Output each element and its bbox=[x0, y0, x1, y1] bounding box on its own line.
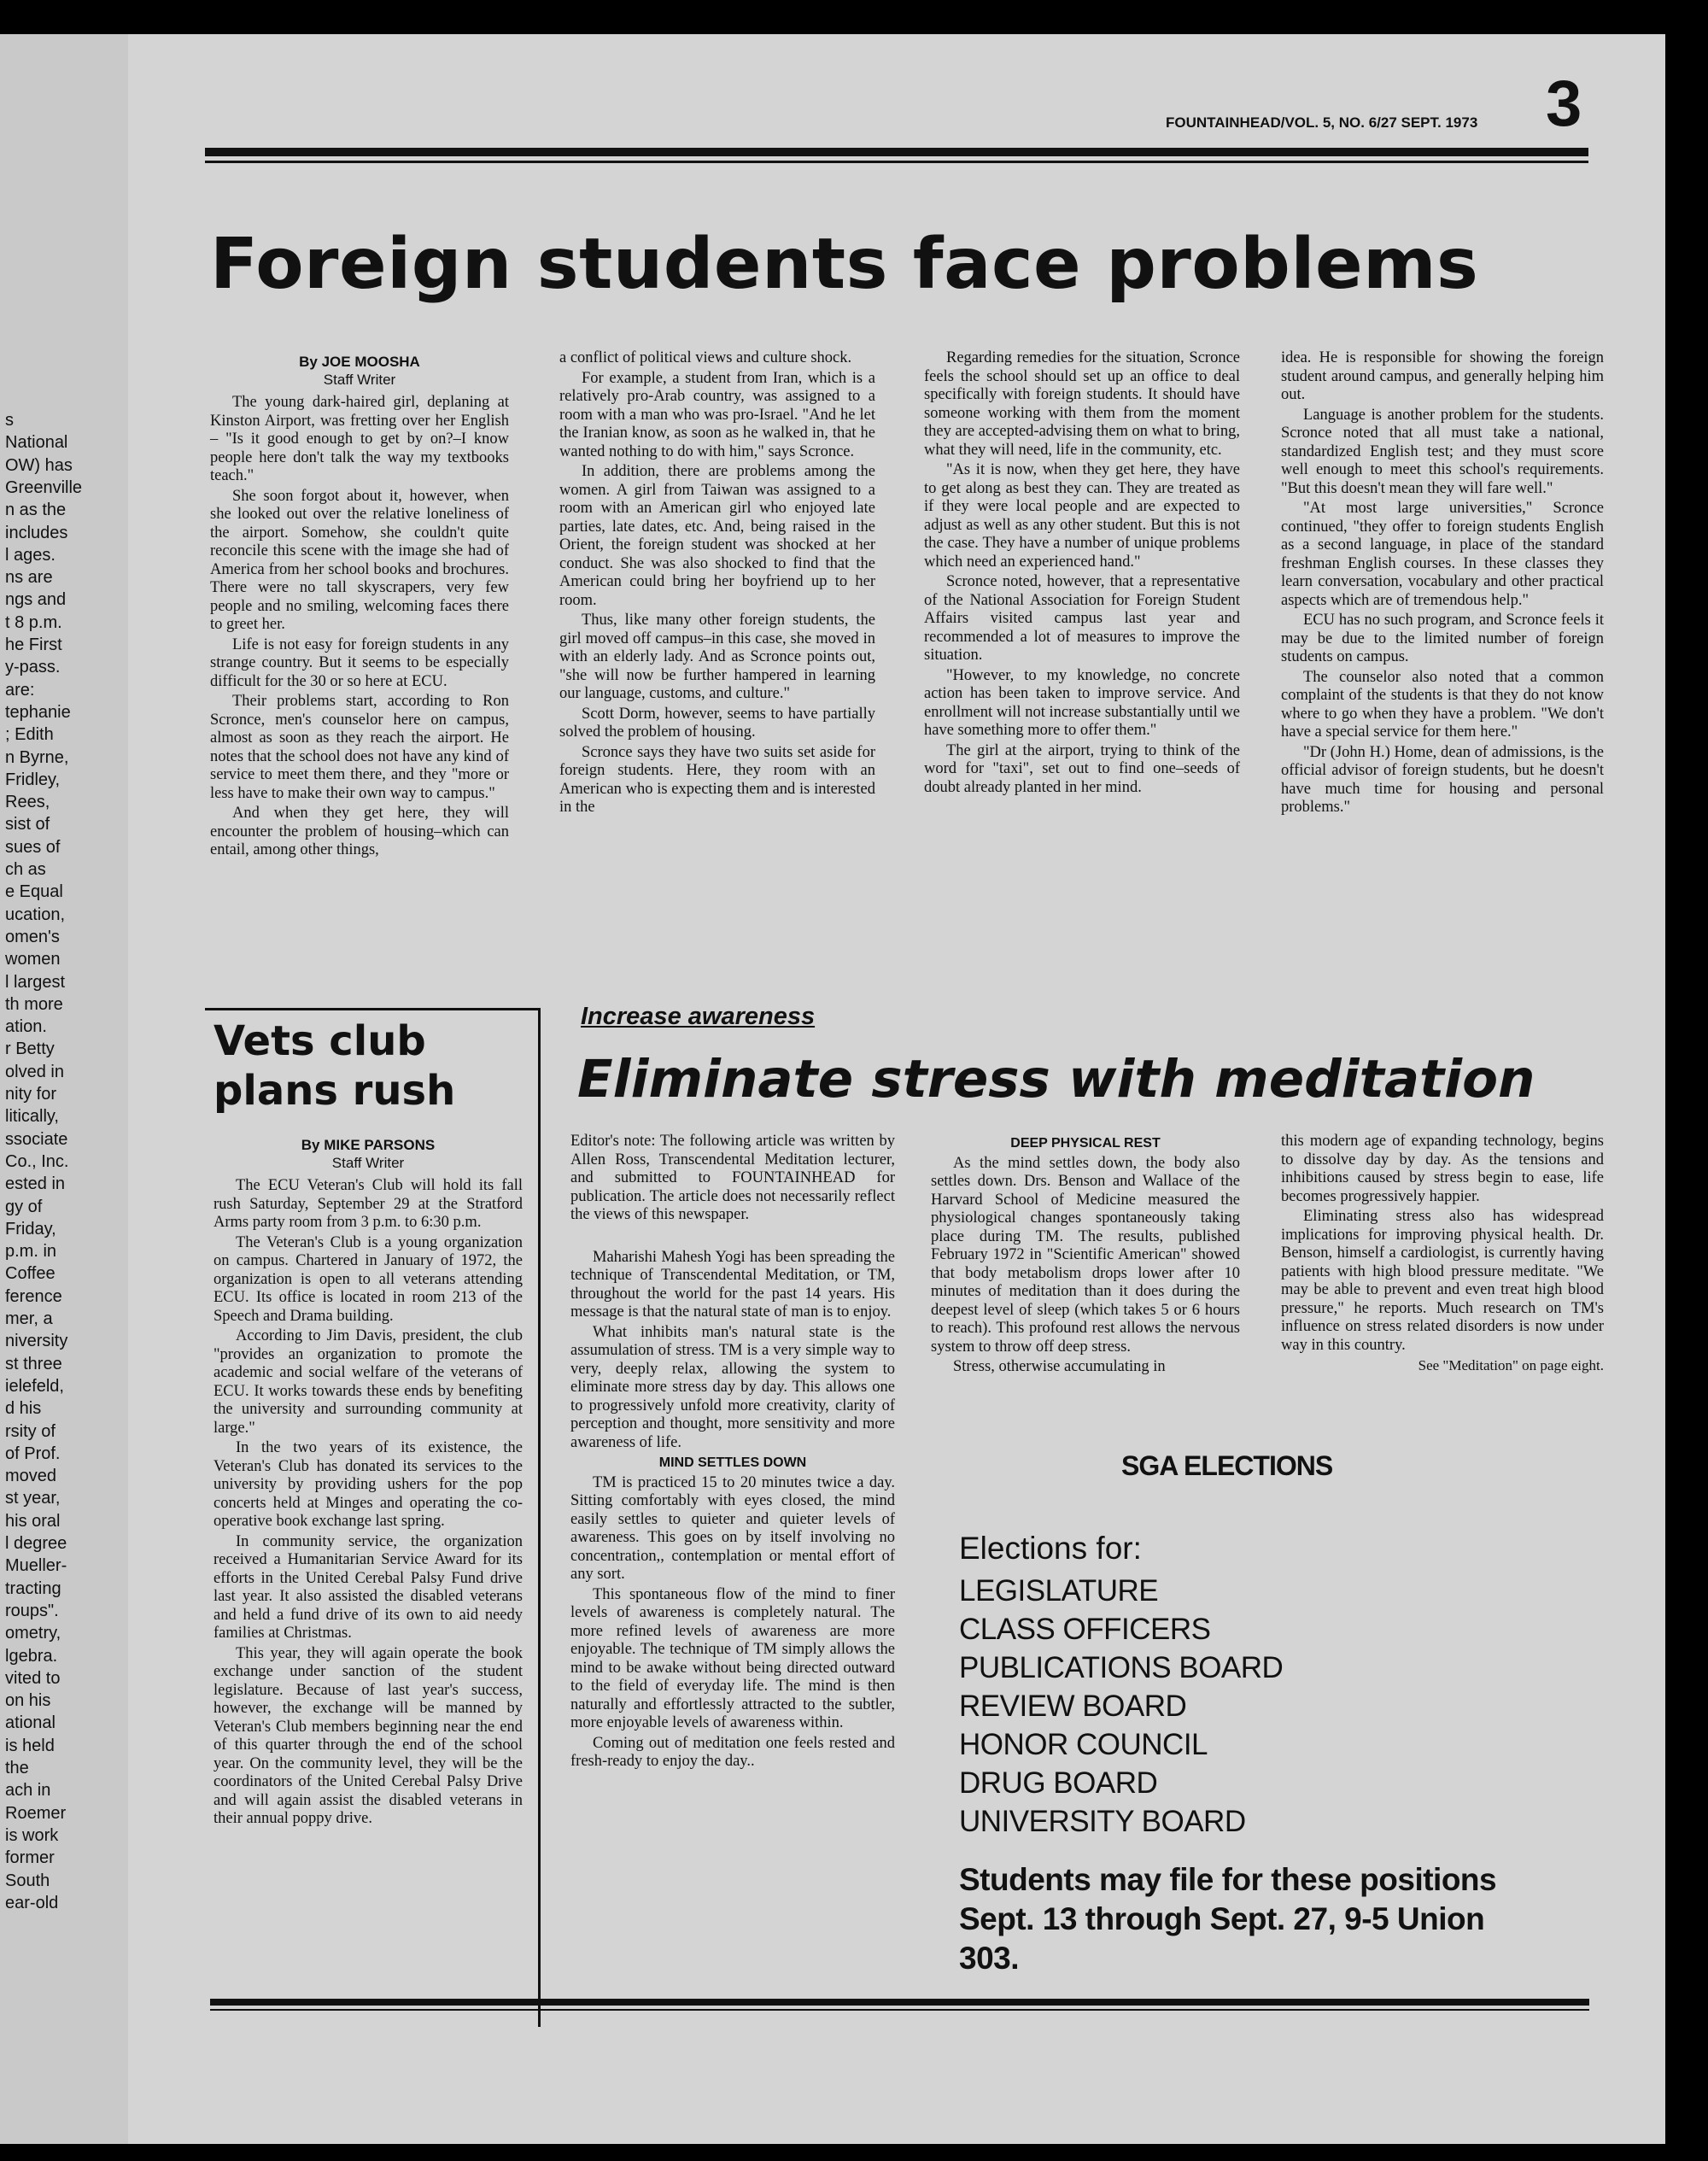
adjacent-page-text: includes bbox=[5, 523, 68, 542]
adjacent-page-text: ear-old bbox=[5, 1893, 59, 1912]
adjacent-page-text: l degree bbox=[5, 1534, 67, 1553]
adjacent-page-text: r Betty bbox=[5, 1040, 55, 1059]
headline-vets-line1: Vets club bbox=[214, 1017, 426, 1065]
sga-position: REVIEW BOARD bbox=[959, 1690, 1187, 1723]
adjacent-page-text: of Prof. bbox=[5, 1444, 61, 1463]
newspaper-page bbox=[128, 34, 1665, 2144]
adjacent-page-text: former bbox=[5, 1848, 55, 1868]
paragraph: The girl at the airport, trying to think of the word for "taxi", set out to find one–seeds of doubt already planted in her mind. bbox=[924, 741, 1240, 796]
article3-column-2 bbox=[931, 1133, 1240, 1379]
article2-body bbox=[214, 1177, 523, 1829]
article1-column-1 bbox=[210, 353, 509, 862]
article3-col1b-body bbox=[570, 1474, 895, 1772]
paragraph: Scott Dorm, however, seems to have partially solved the problem of housing. bbox=[559, 705, 875, 741]
article1-col2-body bbox=[559, 349, 875, 817]
adjacent-page-text: tracting bbox=[5, 1578, 61, 1598]
article3-column-3 bbox=[1281, 1133, 1604, 1375]
headline-meditation: Eliminate stress with meditation bbox=[577, 1049, 1535, 1110]
paragraph: "Dr (John H.) Home, dean of admissions, is the official advisor of foreign students, but he doesn't have much time for housing and personal problems." bbox=[1281, 743, 1604, 816]
adjacent-page-text: ielefeld, bbox=[5, 1376, 64, 1396]
paragraph: Life is not easy for foreign students in any strange country. But it seems to be especially difficult for the 30 or so here at ECU. bbox=[210, 635, 509, 690]
adjacent-page-text: litically, bbox=[5, 1107, 59, 1127]
paragraph: The ECU Veteran's Club will hold its fall rush Saturday, September 29 at the Stratford Arms party room from 3 p.m. to 6:30 p.m. bbox=[214, 1177, 523, 1231]
adjacent-page-text: Fridley, bbox=[5, 770, 61, 789]
adjacent-page-text: Coffee bbox=[5, 1264, 56, 1284]
masthead-rule-thin bbox=[205, 161, 1588, 163]
editor-note: Editor's note: The following article was written by Allen Ross, Transcendental Meditation lecturer, and submitted to FOUNTAINHEAD for publication. The article does not necessarily reflect the views of this newspaper. bbox=[570, 1133, 895, 1223]
adjacent-page-text: l largest bbox=[5, 972, 66, 992]
article2-column bbox=[214, 1136, 523, 1830]
adjacent-page-text: th more bbox=[5, 994, 63, 1014]
paragraph: "However, to my knowledge, no concrete action has been taken to improve service. And enrollment will not increase substantially until we have something more to offer them." bbox=[924, 666, 1240, 739]
paragraph: In the two years of its existence, the Veteran's Club has donated its services to the university by providing ushers for the pop concerts held at Minges and operating the co-operative book exchange last spring. bbox=[214, 1439, 523, 1530]
paragraph: Regarding remedies for the situation, Scronce feels the school should set up an office to deal specifically with foreign students. It should have someone working with them from the moment they are accepted-advising them on what to bring, what they will need, life in the community, etc. bbox=[924, 349, 1240, 459]
bottom-rule bbox=[210, 1999, 1589, 2006]
adjacent-page-text: National bbox=[5, 433, 68, 453]
adjacent-page-text: ested in bbox=[5, 1174, 66, 1194]
sga-footer-line2: Sept. 13 through Sept. 27, 9-5 Union bbox=[959, 1901, 1485, 1936]
headline-vets-line2: plans rush bbox=[214, 1067, 456, 1115]
paragraph: Thus, like many other foreign students, the girl moved off campus–in this case, she moved in with an elderly lady. And as Scronce points out, "she will now be further hampered in learning our language, customs, and culture." bbox=[559, 612, 875, 702]
article2-byline: By MIKE PARSONS Staff Writer bbox=[301, 1137, 436, 1171]
adjacent-page-text: ; Edith bbox=[5, 725, 54, 745]
adjacent-page-text: are: bbox=[5, 680, 35, 700]
paragraph: "At most large universities," Scronce continued, "they offer to foreign students English as a second language, in place of the standard freshman English courses. In these classes they learn conversation, vocabulary and other practical aspects which are of tremendous help." bbox=[1281, 500, 1604, 609]
adjacent-page-text: st year, bbox=[5, 1489, 61, 1508]
paragraph: The Veteran's Club is a young organization on campus. Chartered in January of 1972, the organization is open to all veterans attending ECU. Its office is located in room 213 of the Speech and Drama building. bbox=[214, 1233, 523, 1325]
sga-footer-line1: Students may file for these positions bbox=[959, 1862, 1497, 1897]
paragraph: a conflict of political views and culture shock. bbox=[559, 349, 852, 366]
paragraph: Scronce noted, however, that a representative of the National Association for Foreign Student Affairs visited campus last year and recommended a lot of measures to improve the situation. bbox=[924, 573, 1240, 664]
paragraph: According to Jim Davis, president, the club "provides an organization to promote the academic and social welfare of the veterans of ECU. It works towards these ends by benefiting the university and surrounding community at large." bbox=[214, 1327, 523, 1437]
sga-positions-list bbox=[959, 1572, 1283, 1841]
article3-column-1 bbox=[570, 1133, 895, 1773]
adjacent-page-text: Roemer bbox=[5, 1803, 67, 1823]
adjacent-page-fragment bbox=[0, 34, 128, 2144]
headline-foreign-students: Foreign students face problems bbox=[210, 224, 1479, 305]
article1-column-3 bbox=[924, 349, 1240, 799]
paragraph: Eliminating stress also has widespread implications for improving physical health. Dr. Benson, himself a cardiologist, is currently having patients with high blood pressure meditate. "We may be able to prevent and even treat high blood pressure," he reports. Much research on TM's influence on stress related disorders is now under way in this country. bbox=[1281, 1208, 1604, 1354]
paragraph: The young dark-haired girl, deplaning at Kinston Airport, was fretting over her English – "Is it good enough to get by on?–I know people here don't talk the way my textbooks teach." bbox=[210, 394, 509, 484]
adjacent-page-text: ference bbox=[5, 1286, 62, 1306]
adjacent-page-text: the bbox=[5, 1759, 29, 1777]
sga-position: DRUG BOARD bbox=[959, 1766, 1158, 1800]
paragraph: Language is another problem for the students. Scronce noted that all must take a national, standardized English test; and they must score well enough to meet this school's requirements. "But this doesn't mean they will fare well." bbox=[1281, 406, 1604, 497]
paragraph: Stress, otherwise accumulating in bbox=[953, 1358, 1166, 1375]
adjacent-page-text: nity for bbox=[5, 1085, 57, 1104]
sga-footer bbox=[959, 1860, 1496, 1978]
article1-column-4 bbox=[1281, 349, 1604, 819]
paragraph: This year, they will again operate the book exchange under sanction of the student legislature. Because of last year's success, however, the exchange will be manned by Veteran's Club members beginning near the end of this quarter through the end of the school year. On the community level, they will be the coordinators of the United Cerebal Palsy Drive and will again assist the disabled veterans in their annual poppy drive. bbox=[214, 1644, 523, 1827]
article1-col1-body bbox=[210, 394, 509, 860]
adjacent-page-text: ssociate bbox=[5, 1129, 68, 1149]
adjacent-page-text: n as the bbox=[5, 501, 67, 520]
paragraph: As the mind settles down, the body also settles down. Drs. Benson and Wallace of the Harvard School of Medicine measured the physiological changes spontaneously taking place during TM. The results, published February 1972 in "Scientific American" showed that body metabolism drops lower after 10 minutes of meditation than it does during the deepest level of sleep (which takes 5 or 6 hours to reach). This profound rest allows the nervous system to throw off deep stress. bbox=[931, 1154, 1240, 1356]
adjacent-page-text: olved in bbox=[5, 1062, 64, 1081]
paragraph: idea. He is responsible for showing the foreign student around campus, and generally helping him out. bbox=[1281, 349, 1604, 403]
adjacent-page-text: e Equal bbox=[5, 882, 63, 902]
paragraph: Scronce says they have two suits set aside for foreign students. Here, they room with an American who is expecting them and is interested in the bbox=[559, 743, 875, 816]
adjacent-page-text: d his bbox=[5, 1399, 42, 1419]
adjacent-page-text: ucation, bbox=[5, 905, 66, 924]
adjacent-page-text: y-pass. bbox=[5, 658, 61, 677]
adjacent-page-text: is held bbox=[5, 1736, 55, 1755]
adjacent-page-text: mer, a bbox=[5, 1309, 53, 1328]
sga-position: UNIVERSITY BOARD bbox=[959, 1805, 1246, 1838]
article1-col3-body bbox=[924, 349, 1240, 797]
paragraph: "As it is now, when they get here, they have to get along as best they can. They are treated as if they were local people and are expected to adjust as well as any other student. But this is not the case. They have a number of unique problems which need an experienced hand." bbox=[924, 461, 1240, 571]
sga-title: SGA ELECTIONS bbox=[1121, 1450, 1333, 1481]
adjacent-page-text: ometry, bbox=[5, 1624, 61, 1643]
masthead-rule bbox=[205, 148, 1588, 156]
article1-col4-body bbox=[1281, 349, 1604, 817]
article3-col2-body bbox=[931, 1155, 1240, 1377]
adjacent-page-text: ngs and bbox=[5, 590, 67, 610]
adjacent-page-text: Rees, bbox=[5, 793, 50, 812]
paragraph: TM is practiced 15 to 20 minutes twice a day. Sitting comfortably with eyes closed, the mind easily settles to quieter and quieter levels of awareness. This goes on by itself involving no concentration,, contemplation or mental effort of any sort. bbox=[570, 1473, 895, 1583]
paragraph: And when they get here, they will encounter the problem of housing–which can entail, among other things, bbox=[210, 805, 509, 858]
kicker-increase-awareness: Increase awareness bbox=[581, 1003, 816, 1030]
sga-position: HONOR COUNCIL bbox=[959, 1728, 1208, 1761]
page-number: 3 bbox=[1546, 67, 1582, 140]
adjacent-page-text: ach in bbox=[5, 1781, 51, 1801]
paragraph: For example, a student from Iran, which is a relatively pro-Arab country, was assigned to a room with a man who was pro-Israel. "And he let the Iranian know, as soon as he walked in, that he wanted nothing to do with him," says Scronce. bbox=[559, 369, 875, 460]
subhead-deep-physical-rest: DEEP PHYSICAL REST bbox=[1010, 1136, 1161, 1151]
adjacent-page-text: on his bbox=[5, 1691, 51, 1711]
adjacent-page-text: is work bbox=[5, 1825, 59, 1845]
paragraph: She soon forgot about it, however, when she looked out over the relative loneliness of the airport. Somehow, she couldn't quite reconcile this scene with the image she had of America from her school books and brochures. There were no tall skyscrapers, very few people and no smiling, welcoming faces there to greet her. bbox=[210, 487, 509, 633]
adjacent-page-text: Co., Inc. bbox=[5, 1151, 69, 1171]
adjacent-page-text: s bbox=[5, 411, 14, 430]
adjacent-page-text: ational bbox=[5, 1713, 56, 1733]
adjacent-page-text: roups". bbox=[5, 1601, 59, 1620]
sga-position: LEGISLATURE bbox=[959, 1574, 1159, 1608]
paragraph: Their problems start, according to Ron Scronce, men's counselor here on campus, almost as soon as they reach the airport. He notes that the school does not have any kind of service to meet them there, and they "more or less have to make their own way to campus." bbox=[210, 693, 509, 802]
headline-vets-club bbox=[214, 1016, 455, 1116]
adjacent-page-text: sues of bbox=[5, 837, 61, 857]
adjacent-page-text: n Byrne, bbox=[5, 747, 69, 767]
paragraph: Maharishi Mahesh Yogi has been spreading the technique of Transcendental Meditation, or TM, throughout the world for the past 14 years. His message is that the natural state of man is to enjoy. bbox=[570, 1248, 895, 1321]
adjacent-page-text: st three bbox=[5, 1354, 62, 1373]
adjacent-page-text: rsity of bbox=[5, 1421, 56, 1441]
adjacent-page-text: he First bbox=[5, 635, 62, 654]
adjacent-page-text: women bbox=[5, 950, 61, 969]
paragraph: In addition, there are problems among the women. A girl from Taiwan was assigned to a room with an American girl who enjoyed late parties, late dates, etc. And, being raised in the Orient, the foreign student was shocked at her conduct. She was also shocked to find that the American could bring her boyfriend up to her room. bbox=[559, 463, 875, 609]
paragraph: The counselor also noted that a common complaint of the students is that they do not know where to go when they have a problem. "We don't have a special service for them here." bbox=[1281, 668, 1604, 741]
adjacent-page-text: l ages. bbox=[5, 545, 56, 565]
article3-col1-body bbox=[570, 1249, 895, 1453]
article3-col3-body bbox=[1281, 1133, 1604, 1355]
paragraph: ECU has no such program, and Scronce feels it may be due to the limited number of foreign students on campus. bbox=[1281, 612, 1604, 665]
bottom-rule-thin bbox=[210, 2009, 1589, 2011]
sga-footer-line3: 303. bbox=[959, 1941, 1020, 1976]
sga-position: CLASS OFFICERS bbox=[959, 1613, 1211, 1646]
adjacent-page-text: OW) has bbox=[5, 455, 73, 475]
adjacent-page-text: t 8 p.m. bbox=[5, 612, 62, 632]
adjacent-page-text: vited to bbox=[5, 1668, 61, 1688]
adjacent-page-text: his oral bbox=[5, 1511, 61, 1531]
article1-byline: By JOE MOOSHA Staff Writer bbox=[299, 354, 420, 388]
adjacent-page-text: Mueller- bbox=[5, 1556, 67, 1576]
jump-line: See "Meditation" on page eight. bbox=[1418, 1357, 1604, 1373]
masthead: FOUNTAINHEAD/VOL. 5, NO. 6/27 SEPT. 1973 bbox=[1166, 114, 1478, 131]
adjacent-page-text: ch as bbox=[5, 860, 46, 879]
adjacent-page-text: omen's bbox=[5, 927, 60, 946]
paragraph: What inhibits man's natural state is the assumulation of stress. TM is a very simple way to very, deeply relax, allowing the system to eliminate more stress day by day. This allows one to progressively unfold more creativity, clarity of perception and thought, more sensitivity and more awareness of life. bbox=[570, 1323, 895, 1451]
adjacent-page-text: tephanie bbox=[5, 702, 71, 722]
adjacent-page-text: Friday, bbox=[5, 1219, 56, 1239]
adjacent-page-text: p.m. in bbox=[5, 1242, 57, 1262]
adjacent-page-text: niversity bbox=[5, 1332, 68, 1351]
sga-position: PUBLICATIONS BOARD bbox=[959, 1651, 1284, 1684]
adjacent-page-text: South bbox=[5, 1871, 50, 1890]
article1-column-2 bbox=[559, 349, 875, 819]
paragraph: In community service, the organization received a Humanitarian Service Award for its efforts in the United Cerebal Palsy Fund drive last year. It also assisted the disabled veterans and held a fund drive of its own to aid needy families at Christmas. bbox=[214, 1532, 523, 1642]
subhead-mind-settles: MIND SETTLES DOWN bbox=[658, 1455, 807, 1470]
adjacent-page-text: gy of bbox=[5, 1197, 43, 1216]
adjacent-page-text: Greenville bbox=[5, 477, 83, 497]
adjacent-page-text: sist of bbox=[5, 815, 50, 835]
adjacent-page-text: lgebra. bbox=[5, 1646, 58, 1666]
paragraph: this modern age of expanding technology, begins to dissolve day by day. As the tensions and inhibitions caused by stress begin to ease, life becomes progressively happier. bbox=[1281, 1133, 1604, 1205]
sga-intro: Elections for: bbox=[959, 1531, 1142, 1566]
paragraph: This spontaneous flow of the mind to finer levels of awareness is completely natural. The more refined levels of awareness are more enjoyable. The technique of TM simply allows the mind to be awake without being directed outward to the field of everyday life. The mind is then naturally and effortlessly attracted to the subtler, more enjoyable levels of awareness within. bbox=[570, 1585, 895, 1731]
adjacent-page-text: ation. bbox=[5, 1017, 47, 1037]
adjacent-page-text: ns are bbox=[5, 568, 53, 588]
adjacent-page-text: moved bbox=[5, 1467, 57, 1486]
paragraph: Coming out of meditation one feels rested and fresh-ready to enjoy the day.. bbox=[570, 1734, 895, 1770]
